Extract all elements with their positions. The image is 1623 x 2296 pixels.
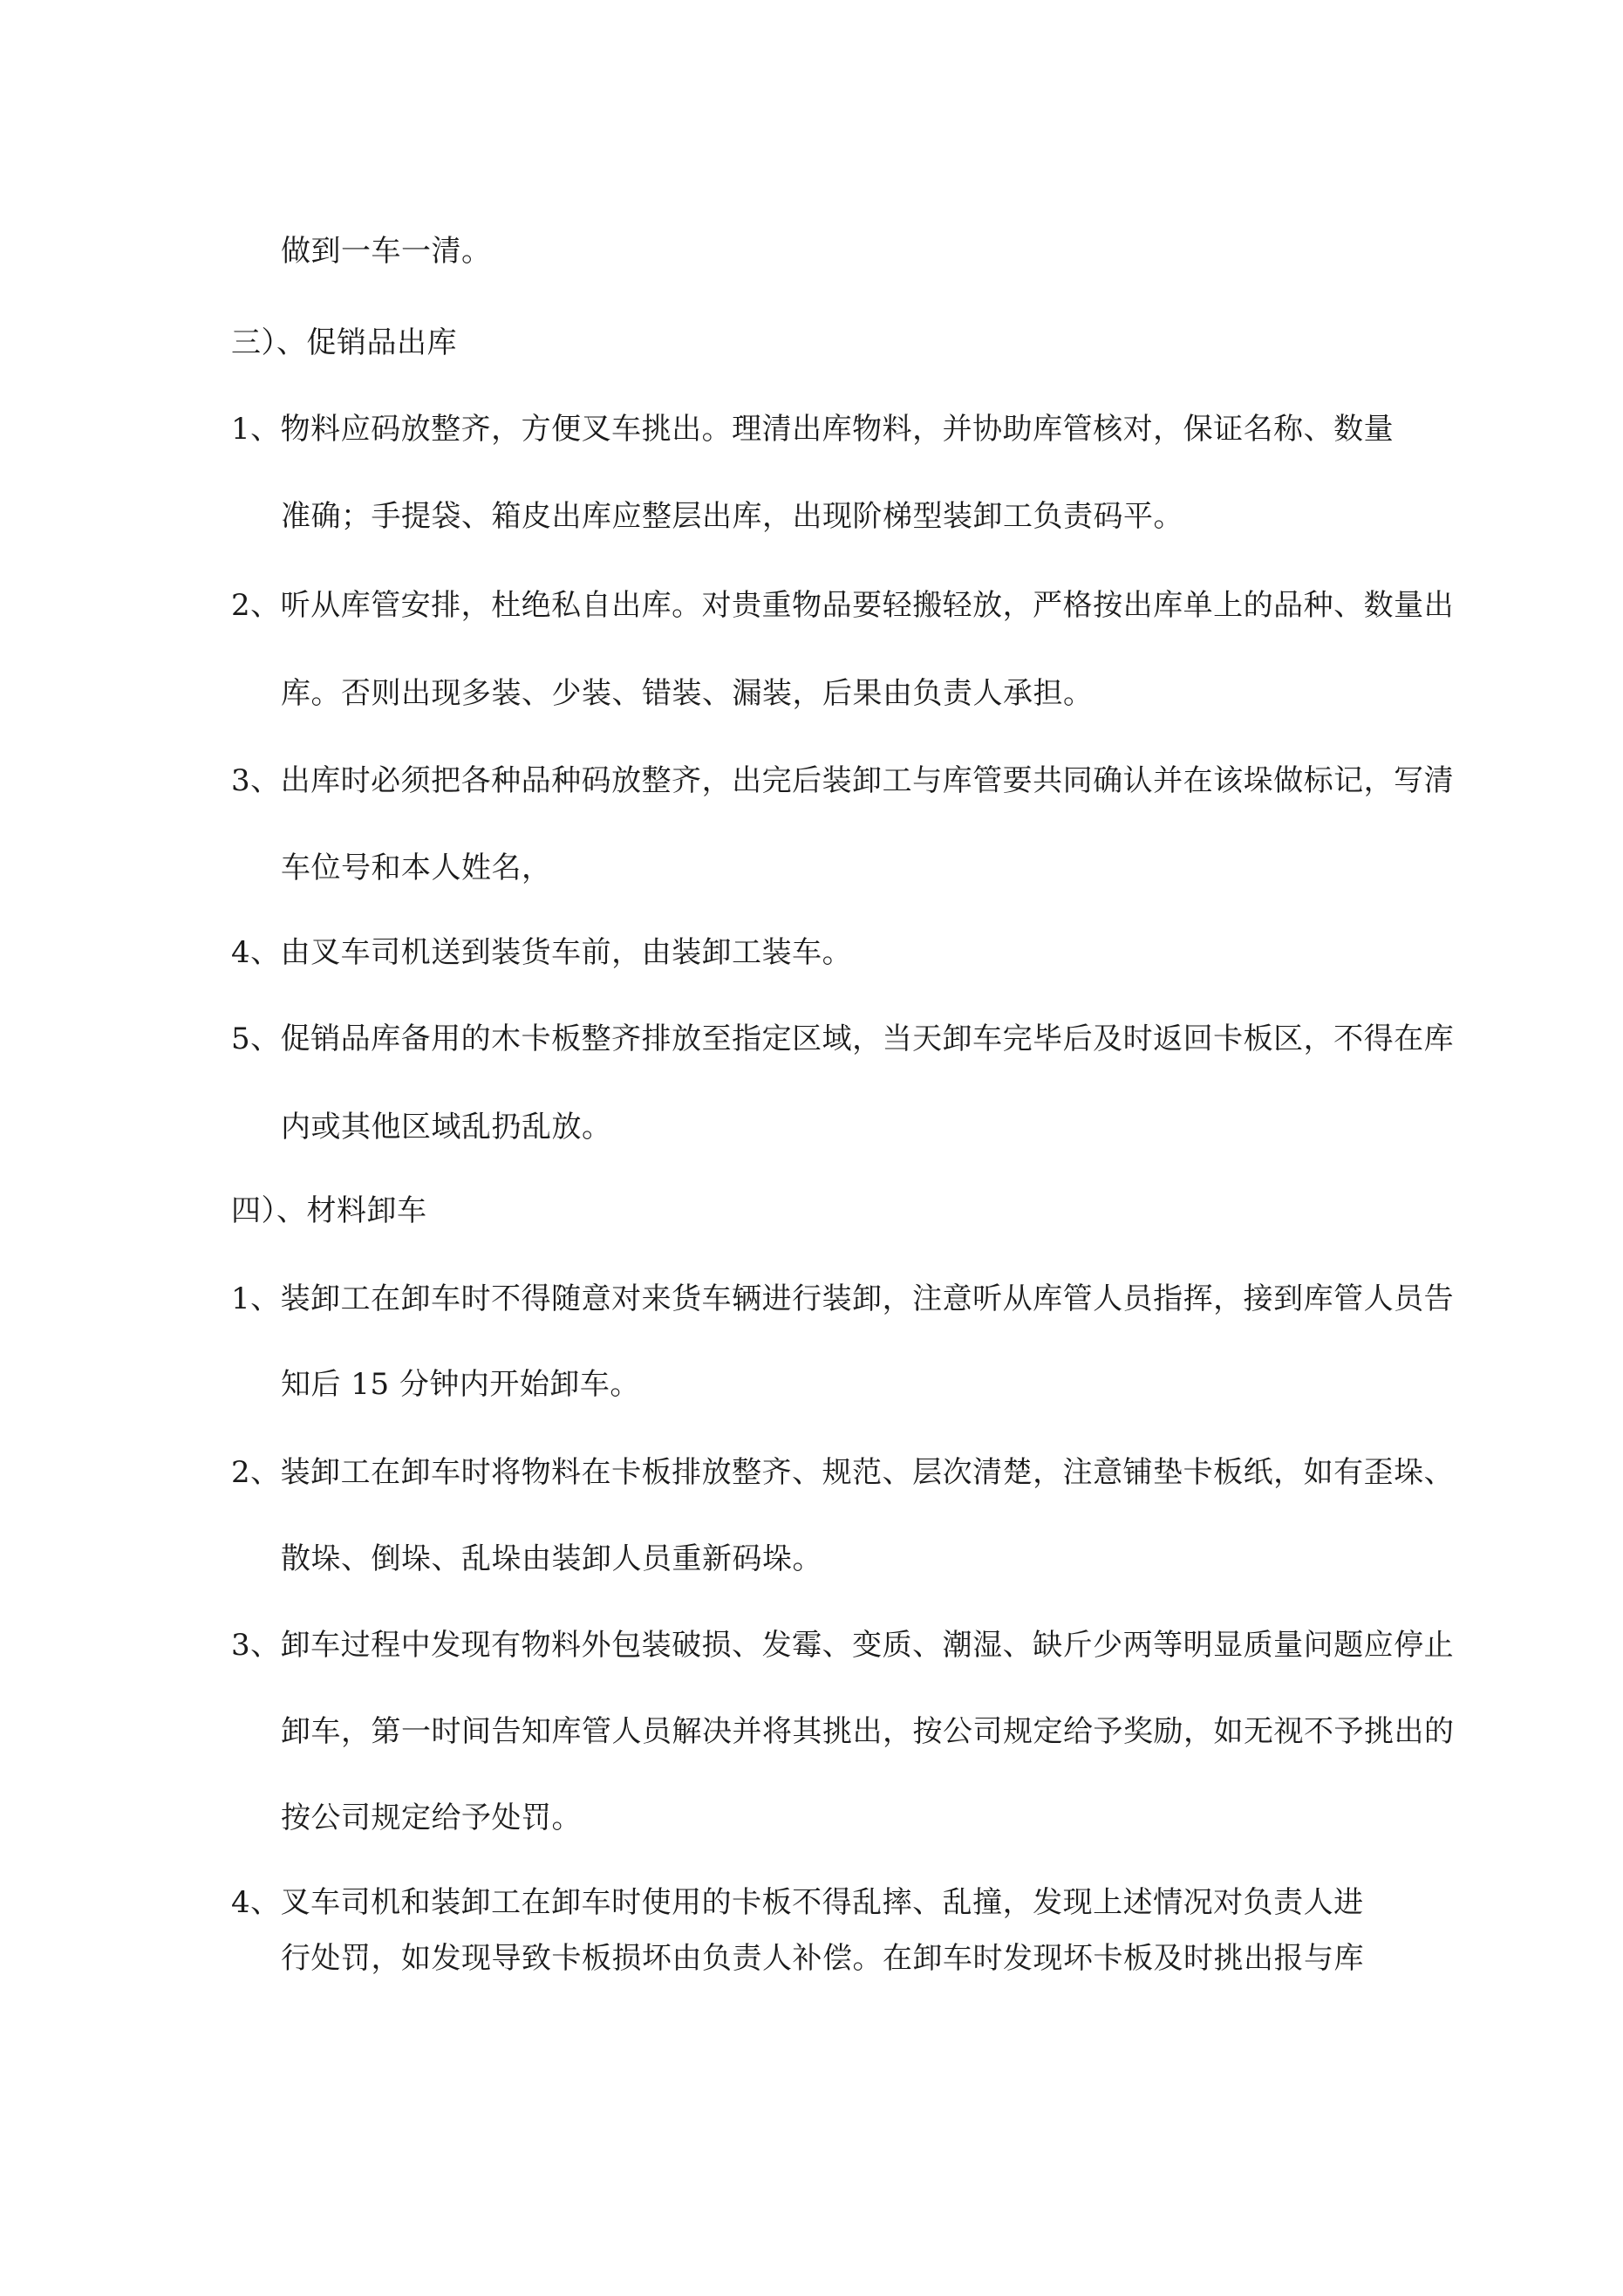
list-item-line: 4、由叉车司机送到装货车前，由装卸工装车。 [231,935,853,970]
list-item-line: 3、卸车过程中发现有物料外包装破损、发霉、变质、潮湿、缺斤少两等明显质量问题应停止 [231,1628,1455,1663]
list-item-line: 2、听从库管安排，杜绝私自出库。对贵重物品要轻搬轻放，严格按出库单上的品种、数量出 [231,588,1455,623]
list-item-continuation: 按公司规定给予处罚。 [281,1801,582,1835]
list-item-line: 3、出库时必须把各种品种码放整齐，出完后装卸工与库管要共同确认并在该垛做标记，写清 [231,763,1455,798]
list-item-line: 1、物料应码放整齐，方便叉车挑出。理清出库物料，并协助库管核对，保证名称、数量 [231,412,1395,447]
list-item-continuation: 内或其他区域乱扔乱放。 [281,1110,612,1145]
list-item-continuation: 车位号和本人姓名， [281,851,552,885]
paragraph-line: 做到一车一清。 [281,234,492,269]
section-heading: 三）、促销品出库 [231,325,457,360]
list-item-line: 4、叉车司机和装卸工在卸车时使用的卡板不得乱摔、乱撞，发现上述情况对负责人进 [231,1885,1364,1920]
list-item-continuation: 知后 15 分钟内开始卸车。 [281,1367,640,1402]
list-item-continuation: 准确；手提袋、箱皮出库应整层出库，出现阶梯型装卸工负责码平。 [281,499,1183,534]
list-item-continuation: 库。否则出现多装、少装、错装、漏装，后果由负责人承担。 [281,676,1094,711]
list-item-continuation: 行处罚，如发现导致卡板损坏由负责人补偿。在卸车时发现坏卡板及时挑出报与库 [281,1941,1364,1976]
list-item-continuation: 散垛、倒垛、乱垛由装卸人员重新码垛。 [281,1541,822,1576]
section-heading: 四）、材料卸车 [231,1193,427,1228]
list-item-line: 5、促销品库备用的木卡板整齐排放至指定区域，当天卸车完毕后及时返回卡板区，不得在库 [231,1022,1455,1056]
list-item-line: 1、装卸工在卸车时不得随意对来货车辆进行装卸，注意听从库管人员指挥，接到库管人员告 [231,1281,1455,1316]
list-item-line: 2、装卸工在卸车时将物料在卡板排放整齐、规范、层次清楚，注意铺垫卡板纸，如有歪垛、 [231,1455,1455,1490]
list-item-continuation: 卸车，第一时间告知库管人员解决并将其挑出，按公司规定给予奖励，如无视不予挑出的 [281,1714,1455,1749]
